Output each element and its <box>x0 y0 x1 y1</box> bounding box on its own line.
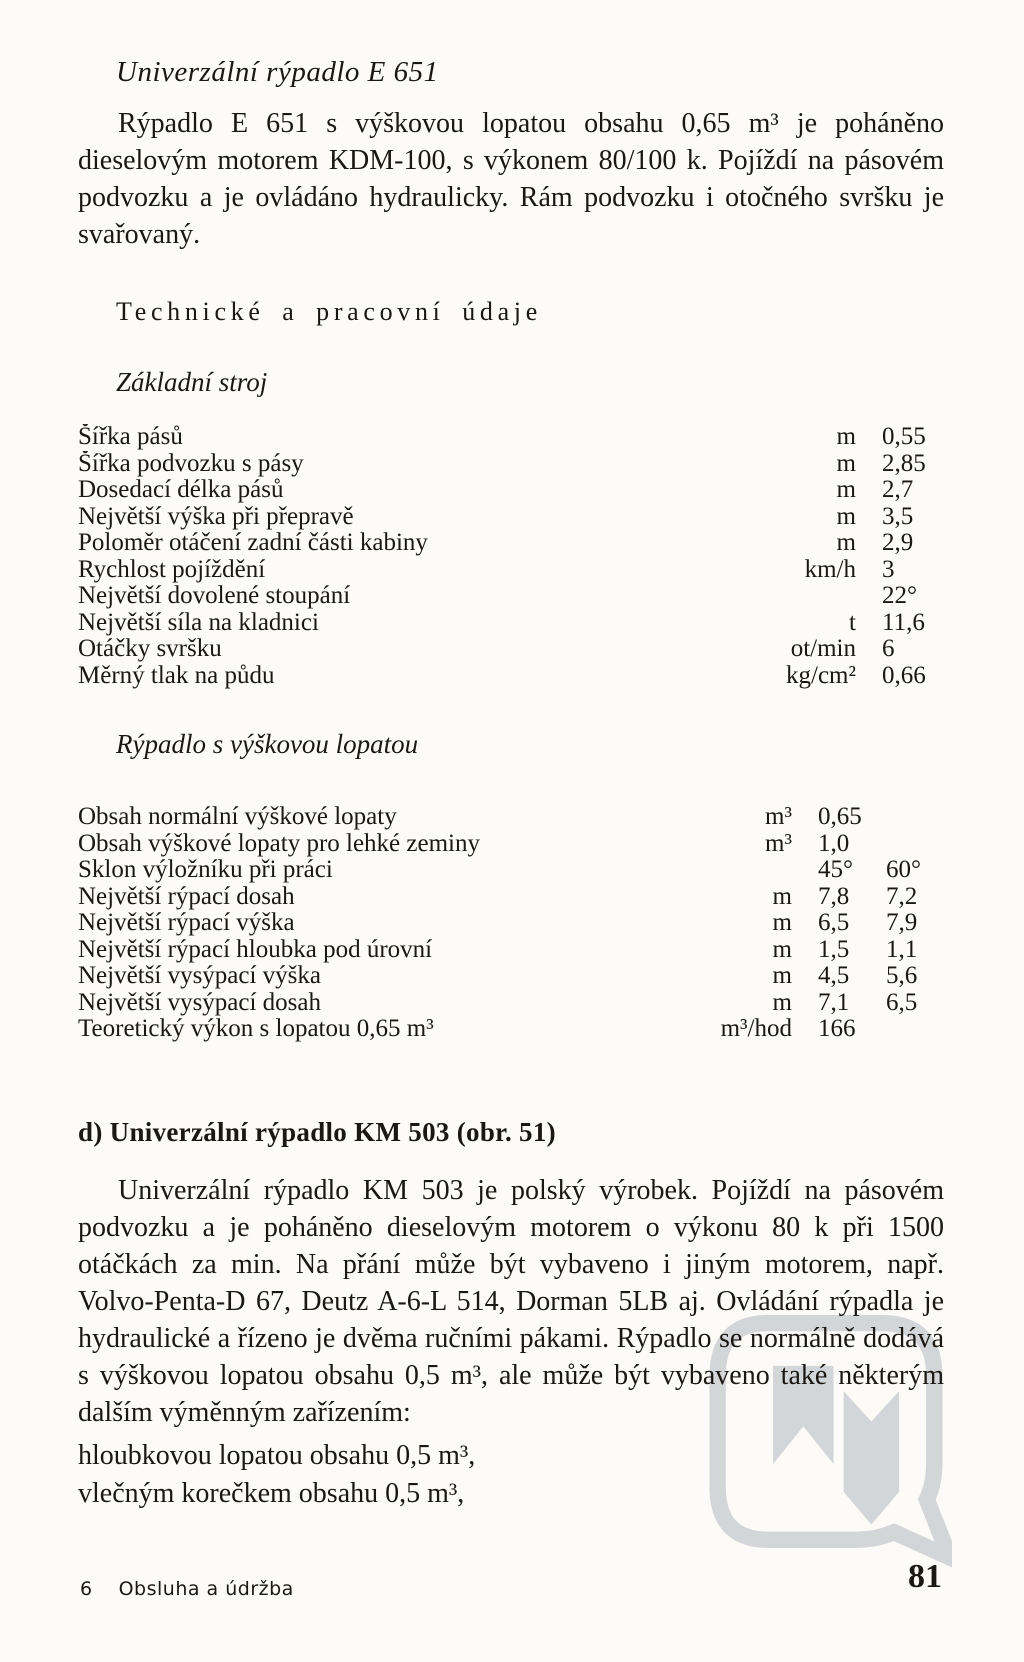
spec-label: Největší rýpací výška <box>78 910 295 936</box>
spec-row <box>78 636 944 663</box>
spec-value: 22° <box>882 582 917 609</box>
spec-unit: m <box>772 988 792 1016</box>
spec-value: 11,6 <box>882 608 925 636</box>
spec-label: Šířka pásů <box>78 424 183 450</box>
spec-row <box>78 504 944 531</box>
spec-unit: m <box>772 909 792 936</box>
subsection-basic-machine: Základní stroj <box>116 367 268 397</box>
spec-label: Největší rýpací hloubka pod úrovní <box>78 936 433 963</box>
intro-paragraph: Rýpadlo E 651 s výškovou lopatou obsahu 0,65 m³ je poháněno dieselovým motorem KDM-100, s výkonem 80/100 k. Pojíždí na pásovém podvozku a je ovládáno hydraulicky. Rám podvozku i otočného svršku je svařovaný. <box>78 108 944 250</box>
spec-label: Největší vysýpací dosah <box>78 989 322 1016</box>
spec-row <box>78 884 944 911</box>
spec-value: 2,7 <box>882 476 914 503</box>
spec-unit: m³ <box>765 803 792 830</box>
spec-label: Největší vysýpací výška <box>78 963 322 989</box>
spec-unit: m³/hod <box>720 1015 792 1042</box>
spec-label: Dosedací délka pásů <box>78 477 284 503</box>
attachment-item: hloubkovou lopatou obsahu 0,5 m³, <box>78 1439 476 1471</box>
spec-label: Poloměr otáčení zadní části kabiny <box>78 530 428 556</box>
spec-unit: m <box>836 476 856 503</box>
spec-value: 2,85 <box>882 449 926 477</box>
spec-row <box>78 937 944 964</box>
spec-value-1: 166 <box>818 1015 856 1042</box>
footer-chapter-title: Obsluha a údržba <box>118 1578 294 1600</box>
spec-value-1: 7,1 <box>818 988 850 1016</box>
page-number: 81 <box>908 1558 942 1595</box>
spec-label: Teoretický výkon s lopatou 0,65 m³ <box>78 1016 434 1042</box>
spec-row <box>78 1016 944 1043</box>
spec-unit: m <box>836 423 856 450</box>
spec-unit: m <box>836 529 856 556</box>
spec-unit: m <box>836 449 856 477</box>
spec-label: Sklon výložníku při práci <box>78 857 333 883</box>
spec-unit: m <box>772 882 792 910</box>
attachment-item: vlečným korečkem obsahu 0,5 m³, <box>78 1477 465 1509</box>
spec-label: Šířka podvozku s pásy <box>78 450 304 477</box>
spec-unit: m³ <box>765 829 792 857</box>
spec-value-1: 1,5 <box>818 935 850 963</box>
spec-unit: m <box>772 935 792 963</box>
spec-value-2: 5,6 <box>886 962 918 989</box>
spec-value-1: 7,8 <box>818 882 850 910</box>
spec-row <box>78 663 944 690</box>
spec-value-1: 4,5 <box>818 962 850 989</box>
spec-row <box>78 804 944 831</box>
spec-row <box>78 583 944 610</box>
spec-unit: t <box>849 608 856 636</box>
spec-label: Největší výška při přepravě <box>78 503 354 530</box>
section-heading-technical-data: Technické a pracovní údaje <box>116 297 542 326</box>
spec-value: 3 <box>882 555 895 583</box>
spec-value: 2,9 <box>882 529 914 556</box>
attachment-list <box>78 1437 944 1513</box>
page-title: Univerzální rýpadlo E 651 <box>116 56 439 88</box>
spec-unit: m <box>772 962 792 989</box>
spec-unit: kg/cm² <box>786 661 856 689</box>
spec-row <box>78 990 944 1017</box>
spec-table-height-shovel <box>78 804 944 1043</box>
spec-value: 6 <box>882 635 895 662</box>
spec-label: Největší rýpací dosah <box>78 883 295 910</box>
spec-value-1: 6,5 <box>818 909 850 936</box>
footer-chapter <box>80 1578 294 1600</box>
spec-unit: m <box>836 502 856 530</box>
spec-row <box>78 963 944 990</box>
spec-label: Obsah normální výškové lopaty <box>78 804 397 830</box>
spec-row <box>78 831 944 858</box>
spec-label: Rychlost pojíždění <box>78 556 266 583</box>
spec-value: 0,55 <box>882 423 926 450</box>
heading-km503: d) Univerzální rýpadlo KM 503 (obr. 51) <box>78 1116 556 1147</box>
spec-row <box>78 557 944 584</box>
spec-row <box>78 451 944 478</box>
spec-value-2: 6,5 <box>886 988 918 1016</box>
spec-label: Měrný tlak na půdu <box>78 662 275 689</box>
spec-value: 0,66 <box>882 661 926 689</box>
spec-value-2: 60° <box>886 856 921 883</box>
spec-unit: ot/min <box>790 635 856 662</box>
spec-value-2: 7,2 <box>886 882 918 910</box>
spec-value-2: 1,1 <box>886 935 918 963</box>
spec-table-basic-machine <box>78 424 944 689</box>
footer-chapter-number: 6 <box>80 1578 93 1600</box>
spec-label: Největší síla na kladnici <box>78 609 319 636</box>
spec-unit: km/h <box>804 555 856 583</box>
spec-value-2: 7,9 <box>886 909 918 936</box>
spec-row <box>78 530 944 557</box>
subsection-height-shovel: Rýpadlo s výškovou lopatou <box>116 729 419 759</box>
km503-paragraph: Univerzální rýpadlo KM 503 je polský výrobek. Pojíždí na pásovém podvozku a je poháněno dieselovým motorem o výkonu 80 k při 1500 otáčkách za min. Na přání může být vybaveno i jiným motorem, např. Volvo-Penta-D 67, Deutz A-6-L 514, Dorman 5LB aj. Ovládání rýpadla je hydraulické a řízeno je dvěma ručními pákami. Rýpadlo se normálně dodává s výškovou lopatou obsahu 0,5 m³, ale může být vybaveno také některým dalším výměnným zařízením: <box>78 1174 944 1428</box>
spec-value-1: 1,0 <box>818 829 850 857</box>
spec-value-1: 0,65 <box>818 803 862 830</box>
spec-row <box>78 477 944 504</box>
spec-label: Největší dovolené stoupání <box>78 583 351 609</box>
spec-row <box>78 610 944 637</box>
spec-value: 3,5 <box>882 502 914 530</box>
spec-label: Otáčky svršku <box>78 636 222 662</box>
spec-row <box>78 857 944 884</box>
spec-row <box>78 910 944 937</box>
spec-value-1: 45° <box>818 856 853 883</box>
spec-row <box>78 424 944 451</box>
spec-label: Obsah výškové lopaty pro lehké zeminy <box>78 830 480 857</box>
